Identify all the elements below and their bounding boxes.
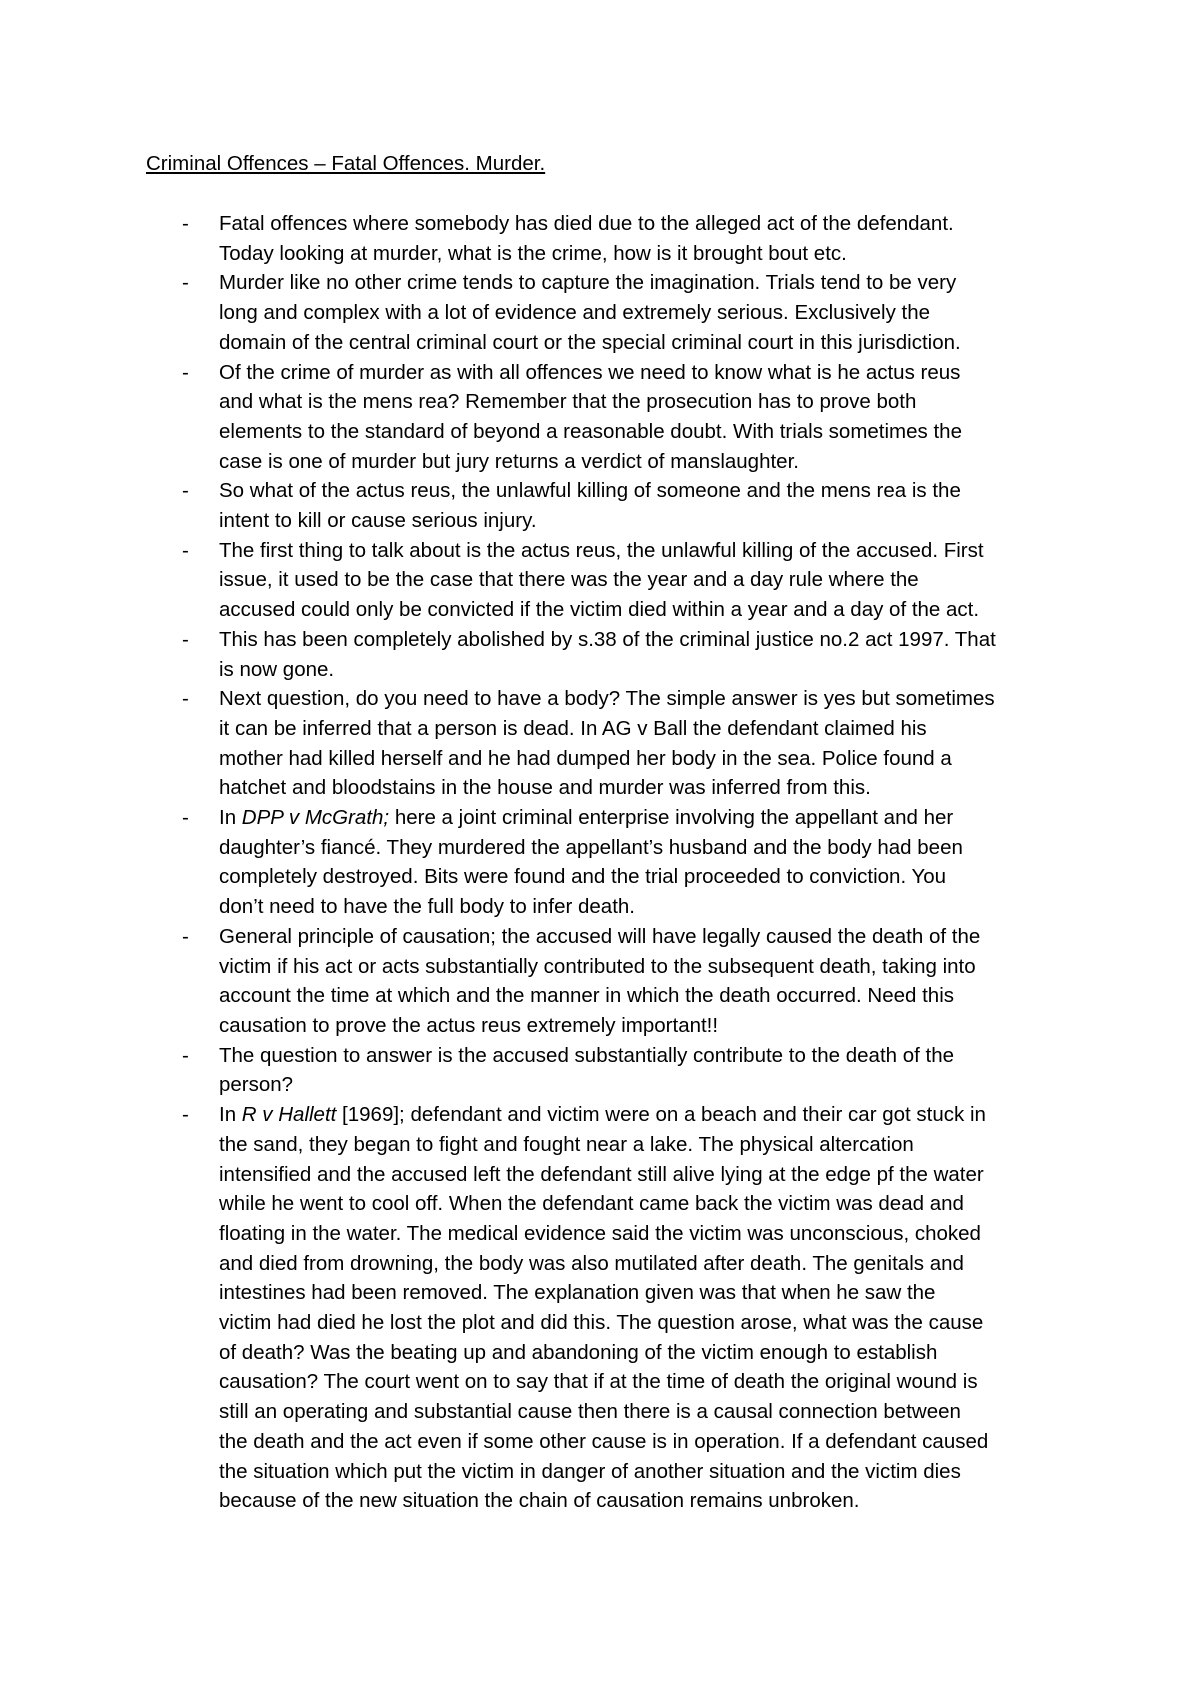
text-line: Today looking at murder, what is the crime, how is it brought bout etc. (219, 241, 847, 265)
case-name: R v Hallett (241, 1103, 337, 1127)
text-line: floating in the water. The medical evidence said the victim was unconscious, choked (219, 1221, 981, 1245)
text-line: Next question, do you need to have a body? The simple answer is yes but sometimes (219, 687, 995, 711)
bullet-dash: - (182, 924, 189, 948)
text-line (219, 803, 1076, 833)
text-line: General principle of causation; the accused will have legally caused the death of the (219, 924, 981, 948)
text-line: mother had killed herself and he had dumped her body in the sea. Police found a (219, 746, 952, 770)
text-line: don’t need to have the full body to infer death. (219, 895, 635, 919)
text-line: issue, it used to be the case that there was the year and a day rule where the (219, 568, 919, 592)
bullet-dash: - (182, 627, 189, 651)
text-line: Murder like no other crime tends to capture the imagination. Trials tend to be very (219, 271, 957, 295)
text-line: This has been completely abolished by s.38 of the criminal justice no.2 act 1997. That (219, 627, 996, 651)
text-line: because of the new situation the chain of causation remains unbroken. (219, 1489, 860, 1513)
line-rest: here a joint criminal enterprise involving the appellant and her (389, 806, 954, 830)
text-line: So what of the actus reus, the unlawful killing of someone and the mens rea is the (219, 479, 961, 503)
text-line: causation to prove the actus reus extremely important!! (219, 1013, 719, 1037)
case-name: DPP v McGrath; (241, 806, 390, 830)
line-prefix: In (219, 806, 242, 830)
text-line: causation? The court went on to say that if at the time of death the original wound is (219, 1370, 978, 1394)
bullet-list (146, 209, 1076, 1516)
bullet-dash: - (182, 1043, 189, 1067)
text-line: of death? Was the beating up and abandoning of the victim enough to establish (219, 1340, 938, 1364)
list-item (146, 803, 1076, 922)
list-item (146, 536, 1076, 625)
text-line: The question to answer is the accused substantially contribute to the death of the (219, 1043, 955, 1067)
text-line: the death and the act even if some other cause is in operation. If a defendant caused (219, 1429, 989, 1453)
text-line: daughter’s fiancé. They murdered the appellant’s husband and the body had been (219, 835, 963, 859)
text-line: is now gone. (219, 657, 335, 681)
bullet-dash: - (182, 687, 189, 711)
bullet-dash: - (182, 360, 189, 384)
text-line: it can be inferred that a person is dead. In AG v Ball the defendant claimed his (219, 716, 927, 740)
bullet-dash: - (182, 538, 189, 562)
text-line: accused could only be convicted if the victim died within a year and a day of the act. (219, 598, 980, 622)
text-line: Of the crime of murder as with all offences we need to know what is he actus reus (219, 360, 961, 384)
list-item (146, 1100, 1076, 1516)
text-line: case is one of murder but jury returns a verdict of manslaughter. (219, 449, 799, 473)
text-line: intensified and the accused left the defendant still alive lying at the edge pf the water (219, 1162, 984, 1186)
text-line: intent to kill or cause serious injury. (219, 509, 537, 533)
text-line: victim had died he lost the plot and did this. The question arose, what was the cause (219, 1311, 984, 1335)
list-item (146, 358, 1076, 477)
text-line: while he went to cool off. When the defendant came back the victim was dead and (219, 1192, 964, 1216)
bullet-dash: - (182, 1103, 189, 1127)
text-line: and what is the mens rea? Remember that the prosecution has to prove both (219, 390, 917, 414)
text-line: hatchet and bloodstains in the house and murder was inferred from this. (219, 776, 871, 800)
bullet-dash: - (182, 806, 189, 830)
text-line: long and complex with a lot of evidence and extremely serious. Exclusively the (219, 301, 931, 325)
text-line: the situation which put the victim in danger of another situation and the victim dies (219, 1459, 961, 1483)
list-item (146, 1041, 1076, 1100)
text-line: person? (219, 1073, 294, 1097)
text-line: The first thing to talk about is the actus reus, the unlawful killing of the accused. First (219, 538, 984, 562)
list-item (146, 476, 1076, 535)
bullet-dash: - (182, 271, 189, 295)
text-line: Fatal offences where somebody has died due to the alleged act of the defendant. (219, 212, 954, 235)
text-line: completely destroyed. Bits were found and the trial proceeded to conviction. You (219, 865, 947, 889)
document-title: Criminal Offences – Fatal Offences. Murder. (146, 152, 546, 175)
list-item (146, 268, 1076, 357)
list-item (146, 922, 1076, 1041)
text-line: intestines had been removed. The explanation given was that when he saw the (219, 1281, 936, 1305)
text-line: the sand, they began to fight and fought near a lake. The physical altercation (219, 1132, 914, 1156)
text-line: still an operating and substantial cause then there is a causal connection between (219, 1400, 961, 1424)
list-item (146, 209, 1076, 268)
text-line: and died from drowning, the body was also mutilated after death. The genitals and (219, 1251, 964, 1275)
text-line: elements to the standard of beyond a reasonable doubt. With trials sometimes the (219, 419, 962, 443)
text-line: victim if his act or acts substantially contributed to the subsequent death, taking into (219, 954, 976, 978)
list-item (146, 625, 1076, 684)
line-rest: [1969]; defendant and victim were on a beach and their car got stuck in (336, 1103, 986, 1127)
text-line: account the time at which and the manner in which the death occurred. Need this (219, 984, 955, 1008)
line-prefix: In (219, 1103, 242, 1127)
text-line: domain of the central criminal court or the special criminal court in this jurisdiction. (219, 330, 961, 354)
bullet-dash: - (182, 212, 189, 235)
text-line (219, 1100, 1076, 1130)
list-item (146, 684, 1076, 803)
bullet-dash: - (182, 479, 189, 503)
